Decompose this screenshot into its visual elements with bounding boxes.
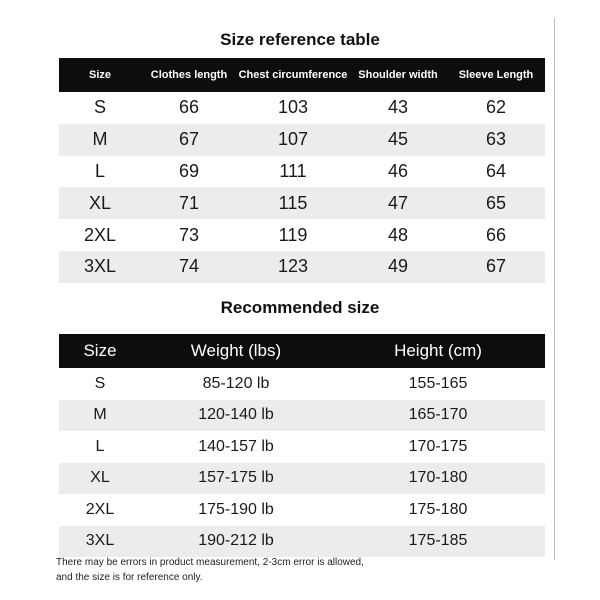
header-weight: Weight (lbs) — [141, 334, 331, 368]
size-reference-table — [59, 58, 545, 283]
cell-chest: 103 — [277, 97, 309, 118]
cell-sleeve: 66 — [485, 224, 507, 245]
cell-shoulder: 47 — [349, 187, 447, 219]
table-row — [59, 431, 545, 463]
cell-shoulder: 48 — [387, 224, 409, 245]
cell-size: XL — [59, 463, 141, 495]
cell-shoulder: 49 — [349, 251, 447, 283]
cell-sleeve: 65 — [447, 187, 545, 219]
header-sleeve-length: Sleeve Length — [447, 58, 545, 92]
cell-height: 155-165 — [408, 374, 468, 392]
cell-size: 3XL — [59, 251, 141, 283]
cell-clothes-length: 69 — [178, 160, 200, 181]
cell-chest: 107 — [237, 124, 349, 156]
cell-sleeve: 64 — [485, 160, 507, 181]
cell-size: M — [59, 400, 141, 432]
note-line-2: and the size is for reference only. — [56, 572, 203, 583]
cell-clothes-length: 71 — [141, 187, 237, 219]
table-row — [59, 124, 545, 156]
cell-chest: 119 — [278, 224, 308, 245]
cell-shoulder: 45 — [349, 124, 447, 156]
cell-weight: 157-175 lb — [141, 463, 331, 495]
cell-height: 170-175 — [408, 437, 468, 455]
header-chest-circumference: Chest circumference — [237, 58, 349, 92]
table-row — [59, 251, 545, 283]
cell-chest: 123 — [237, 251, 349, 283]
table-row — [59, 400, 545, 432]
table-row — [59, 92, 545, 124]
cell-weight: 140-157 lb — [198, 437, 274, 455]
cell-chest: 111 — [279, 160, 307, 181]
table-row — [59, 526, 545, 558]
recommended-size-title: Recommended size — [220, 298, 380, 317]
cell-sleeve: 63 — [447, 124, 545, 156]
table-row — [59, 219, 545, 251]
cell-shoulder: 46 — [387, 160, 409, 181]
cell-clothes-length: 66 — [178, 97, 200, 118]
cell-weight: 190-212 lb — [141, 526, 331, 558]
size-reference-title: Size reference table — [220, 30, 380, 49]
cell-size: L — [94, 160, 105, 181]
cell-size: XL — [59, 187, 141, 219]
cell-size: S — [94, 374, 106, 392]
table-row — [59, 368, 545, 400]
cell-clothes-length: 67 — [141, 124, 237, 156]
table-row — [59, 156, 545, 188]
cell-sleeve: 67 — [447, 251, 545, 283]
cell-size: 2XL — [83, 224, 117, 245]
cell-sleeve: 62 — [485, 97, 507, 118]
cell-chest: 115 — [237, 187, 349, 219]
cell-clothes-length: 74 — [141, 251, 237, 283]
cell-weight: 85-120 lb — [202, 374, 270, 392]
header-clothes-length: Clothes length — [141, 58, 237, 92]
header-height: Height (cm) — [331, 334, 545, 368]
table-header-row — [59, 334, 545, 368]
measurement-note — [56, 555, 364, 585]
cell-height: 170-180 — [331, 463, 545, 495]
table-row — [59, 187, 545, 219]
note-line-1: There may be errors in product measurement, 2-3cm error is allowed, — [56, 557, 364, 568]
cell-height: 175-180 — [408, 500, 468, 518]
table-row — [59, 463, 545, 495]
recommended-size-table — [59, 334, 545, 557]
cell-shoulder: 43 — [387, 97, 409, 118]
cell-size: M — [59, 124, 141, 156]
header-shoulder-width: Shoulder width — [349, 58, 447, 92]
cell-clothes-length: 73 — [178, 224, 200, 245]
cell-height: 165-170 — [331, 400, 545, 432]
table-row — [59, 494, 545, 526]
right-divider-line — [554, 18, 555, 560]
cell-height: 175-185 — [331, 526, 545, 558]
cell-size: 3XL — [59, 526, 141, 558]
header-size: Size — [59, 334, 141, 368]
cell-size: L — [95, 437, 105, 455]
table-header-row — [59, 58, 545, 92]
cell-size: 2XL — [85, 500, 115, 518]
cell-weight: 120-140 lb — [141, 400, 331, 432]
header-size: Size — [59, 58, 141, 92]
cell-weight: 175-190 lb — [198, 500, 274, 518]
cell-size: S — [93, 97, 106, 118]
